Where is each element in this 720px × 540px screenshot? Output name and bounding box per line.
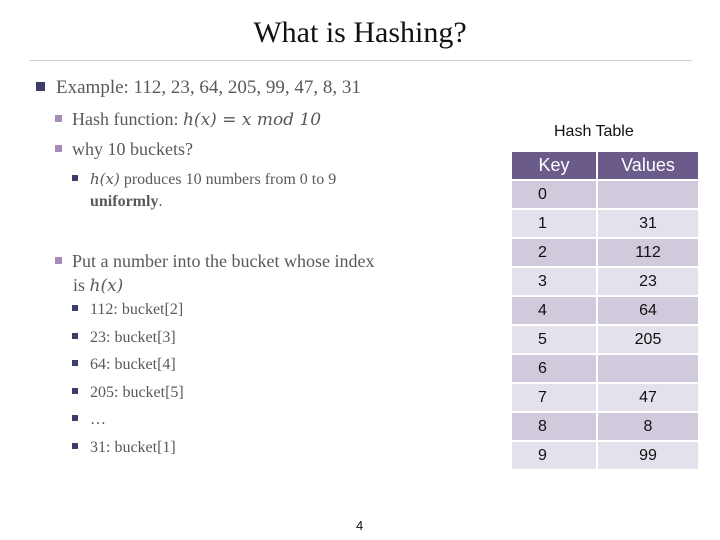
value-cell: 112 xyxy=(598,239,698,266)
hash-table-caption: Hash Table xyxy=(554,123,634,140)
square-bullet-icon xyxy=(55,115,62,122)
square-bullet-icon xyxy=(55,145,62,152)
value-cell: 64 xyxy=(598,297,698,324)
key-cell: 5 xyxy=(512,326,596,353)
bucket-item xyxy=(72,356,176,374)
square-bullet-icon xyxy=(72,333,78,339)
produces-text: produces 10 numbers from 0 to 9 xyxy=(119,171,337,188)
table-row xyxy=(512,239,698,266)
bucket-item xyxy=(72,329,176,347)
square-bullet-icon xyxy=(55,257,62,264)
table-row xyxy=(512,210,698,237)
produces-formula: h(x) xyxy=(90,170,120,188)
key-cell: 0 xyxy=(512,181,596,208)
hash-table xyxy=(510,150,700,471)
put-number-formula: h(x) xyxy=(89,276,124,296)
bucket-text: 64: bucket[4] xyxy=(90,356,176,373)
value-cell: 47 xyxy=(598,384,698,411)
hash-function-formula: h(x) = x mod 10 xyxy=(182,110,322,130)
why-buckets-text: why 10 buckets? xyxy=(72,139,193,159)
key-cell: 9 xyxy=(512,442,596,469)
key-cell: 2 xyxy=(512,239,596,266)
produces-line xyxy=(72,168,382,213)
hash-function-label: Hash function: xyxy=(72,109,183,129)
uniformly-period: . xyxy=(158,193,163,210)
page-number: 4 xyxy=(356,518,364,533)
square-bullet-icon xyxy=(72,175,78,181)
table-row xyxy=(512,326,698,353)
why-buckets-line xyxy=(55,139,193,160)
hash-table-header-row xyxy=(512,152,698,179)
example-text: Example: 112, 23, 64, 205, 99, 47, 8, 31 xyxy=(56,77,361,98)
slide-title: What is Hashing? xyxy=(253,16,467,49)
values-column-header: Values xyxy=(598,152,698,179)
put-number-text-1: Put a number into the bucket whose index xyxy=(72,251,375,271)
table-row xyxy=(512,297,698,324)
hash-function-line xyxy=(55,109,321,130)
table-row xyxy=(512,442,698,469)
bucket-text: … xyxy=(90,411,106,428)
value-cell: 8 xyxy=(598,413,698,440)
square-bullet-icon xyxy=(72,443,78,449)
bucket-item xyxy=(72,439,176,457)
put-number-line xyxy=(55,249,374,298)
value-cell: 31 xyxy=(598,210,698,237)
bucket-text: 31: bucket[1] xyxy=(90,439,176,456)
table-row xyxy=(512,181,698,208)
table-row xyxy=(512,413,698,440)
key-cell: 7 xyxy=(512,384,596,411)
key-column-header: Key xyxy=(512,152,596,179)
value-cell: 205 xyxy=(598,326,698,353)
value-cell xyxy=(598,355,698,382)
table-row xyxy=(512,268,698,295)
bucket-text: 23: bucket[3] xyxy=(90,329,176,346)
put-number-text-2: is xyxy=(73,275,90,295)
example-line xyxy=(36,77,361,99)
uniformly-text: uniformly xyxy=(90,193,159,210)
value-cell: 23 xyxy=(598,268,698,295)
bucket-item xyxy=(72,301,183,319)
key-cell: 8 xyxy=(512,413,596,440)
square-bullet-icon xyxy=(36,82,45,91)
value-cell xyxy=(598,181,698,208)
key-cell: 4 xyxy=(512,297,596,324)
bucket-item xyxy=(72,384,184,402)
table-row xyxy=(512,355,698,382)
square-bullet-icon xyxy=(72,415,78,421)
key-cell: 1 xyxy=(512,210,596,237)
square-bullet-icon xyxy=(72,388,78,394)
square-bullet-icon xyxy=(72,305,78,311)
bucket-item xyxy=(72,411,106,429)
bucket-text: 205: bucket[5] xyxy=(90,384,184,401)
title-divider xyxy=(30,60,692,61)
square-bullet-icon xyxy=(72,360,78,366)
value-cell: 99 xyxy=(598,442,698,469)
table-row xyxy=(512,384,698,411)
key-cell: 3 xyxy=(512,268,596,295)
key-cell: 6 xyxy=(512,355,596,382)
bucket-text: 112: bucket[2] xyxy=(90,301,184,318)
